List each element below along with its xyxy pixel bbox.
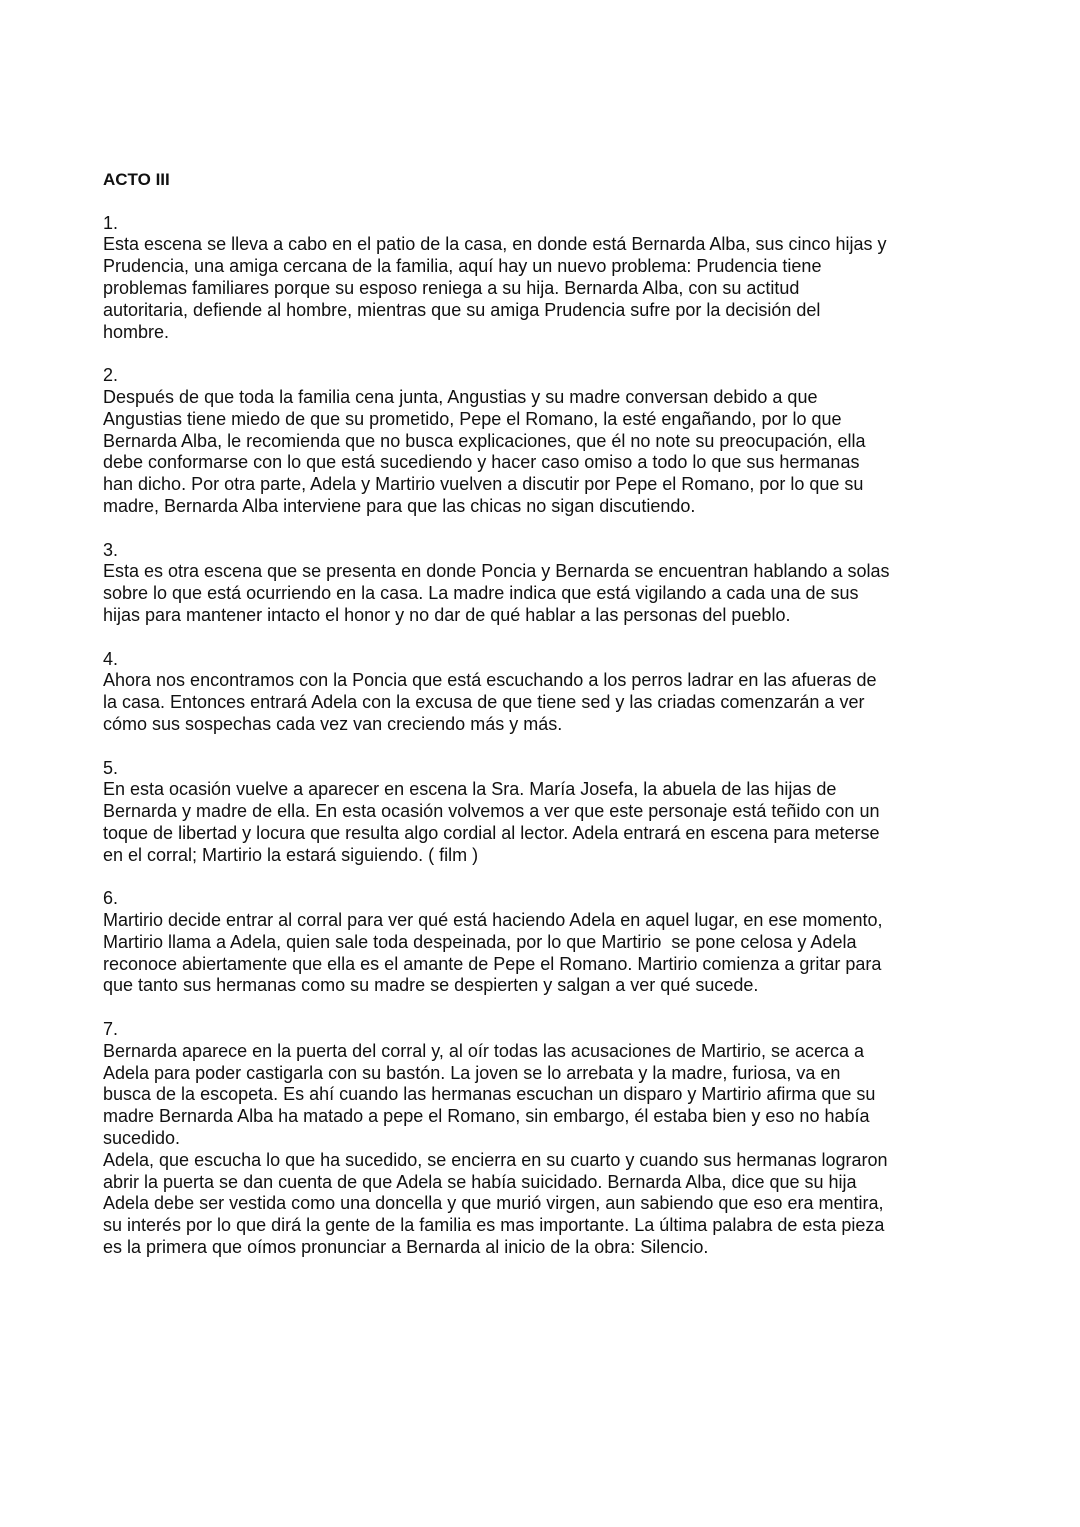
paragraph-line: madre, Bernarda Alba interviene para que las chicas no sigan discutiendo.	[103, 495, 696, 516]
paragraph-line: cómo sus sospechas cada vez van creciendo más y más.	[103, 713, 563, 734]
paragraph-line: toque de libertad y locura que resulta algo cordial al lector. Adela entrará en escena para meterse	[103, 822, 880, 843]
document-title: ACTO III	[103, 170, 170, 189]
scene-section	[103, 649, 1003, 736]
paragraph-line: Adela para poder castigarla con su bastón. La joven se lo arrebata y la madre, furiosa, va en	[103, 1062, 841, 1083]
paragraph-line: problemas familiares porque su esposo reniega a su hija. Bernarda Alba, con su actitud	[103, 277, 800, 298]
paragraph-line: Adela debe ser vestida como una doncella y que murió virgen, aun sabiendo que eso era mentira,	[103, 1193, 884, 1214]
scene-number: 4.	[103, 648, 119, 669]
paragraph-line: que tanto sus hermanas como su madre se despierten y salgan a ver qué sucede.	[103, 975, 759, 996]
paragraph-line: sobre lo que está ocurriendo en la casa. La madre indica que está vigilando a cada una de sus	[103, 583, 859, 604]
paragraph-line: Esta escena se lleva a cabo en el patio de la casa, en donde está Bernarda Alba, sus cinco hijas y	[103, 234, 887, 255]
paragraph-line: Martirio decide entrar al corral para ver qué está haciendo Adela en aquel lugar, en ese momento,	[103, 910, 883, 931]
paragraph-line: Bernarda aparece en la puerta del corral y, al oír todas las acusaciones de Martirio, se acerca a	[103, 1040, 865, 1061]
scene-number: 2.	[103, 365, 119, 386]
paragraph-line: hijas para mantener intacto el honor y no dar de qué hablar a las personas del pueblo.	[103, 604, 791, 625]
scene-section	[103, 213, 1003, 344]
paragraph-line: en el corral; Martirio la estará siguiendo. ( film )	[103, 844, 479, 865]
scene-section	[103, 365, 1003, 518]
paragraph-line: han dicho. Por otra parte, Adela y Martirio vuelven a discutir por Pepe el Romano, por lo que su	[103, 474, 864, 495]
paragraph-line: hombre.	[103, 321, 170, 342]
paragraph-line: Después de que toda la familia cena junta, Angustias y su madre conversan debido a que	[103, 386, 818, 407]
scene-section	[103, 540, 1003, 627]
paragraph-line: Esta es otra escena que se presenta en donde Poncia y Bernarda se encuentran hablando a solas	[103, 561, 890, 582]
scene-number: 3.	[103, 539, 119, 560]
scene-section	[103, 888, 1003, 997]
paragraph-line: madre Bernarda Alba ha matado a pepe el Romano, sin embargo, él estaba bien y eso no había	[103, 1106, 870, 1127]
scene-number: 6.	[103, 888, 119, 909]
paragraph-line: busca de la escopeta. Es ahí cuando las hermanas escuchan un disparo y Martirio afirma que su	[103, 1084, 876, 1105]
paragraph-line: Bernarda y madre de ella. En esta ocasión volvemos a ver que este personaje está teñido con un	[103, 801, 880, 822]
paragraph-line: Angustias tiene miedo de que su prometido, Pepe el Romano, la esté engañando, por lo que	[103, 408, 842, 429]
paragraph-line: debe conformarse con lo que está sucediendo y hacer caso omiso a todo lo que sus hermanas	[103, 452, 860, 473]
paragraph-line: En esta ocasión vuelve a aparecer en escena la Sra. María Josefa, la abuela de las hijas de	[103, 779, 837, 800]
paragraph-line: Prudencia, una amiga cercana de la familia, aquí hay un nuevo problema: Prudencia tiene	[103, 256, 822, 277]
paragraph-line: sucedido.	[103, 1128, 181, 1149]
paragraph-line: Martirio llama a Adela, quien sale toda despeinada, por lo que Martirio se pone celosa y Adela	[103, 931, 857, 952]
paragraph-line: reconoce abiertamente que ella es el amante de Pepe el Romano. Martirio comienza a gritar para	[103, 953, 882, 974]
document-page	[103, 169, 1003, 1281]
scene-number: 1.	[103, 212, 119, 233]
scene-number: 7.	[103, 1019, 119, 1040]
paragraph-line: su interés por lo que dirá la gente de la familia es mas importante. La última palabra de esta pieza	[103, 1215, 885, 1236]
scene-number: 5.	[103, 757, 119, 778]
sections-container	[103, 213, 1003, 1259]
paragraph-line: abrir la puerta se dan cuenta de que Adela se había suicidado. Bernarda Alba, dice que su hija	[103, 1171, 857, 1192]
paragraph-line: autoritaria, defiende al hombre, mientras que su amiga Prudencia sufre por la decisión del	[103, 299, 821, 320]
paragraph-line: Ahora nos encontramos con la Poncia que está escuchando a los perros ladrar en las afueras de	[103, 670, 877, 691]
paragraph-line: Bernarda Alba, le recomienda que no busca explicaciones, que él no note su preocupación, ella	[103, 430, 866, 451]
paragraph-line: es la primera que oímos pronunciar a Bernarda al inicio de la obra: Silencio.	[103, 1237, 709, 1258]
scene-section	[103, 758, 1003, 867]
paragraph-line: Adela, que escucha lo que ha sucedido, se encierra en su cuarto y cuando sus hermanas lograron	[103, 1149, 888, 1170]
paragraph-line: la casa. Entonces entrará Adela con la excusa de que tiene sed y las criadas comenzarán a ver	[103, 692, 865, 713]
scene-section	[103, 1019, 1003, 1259]
